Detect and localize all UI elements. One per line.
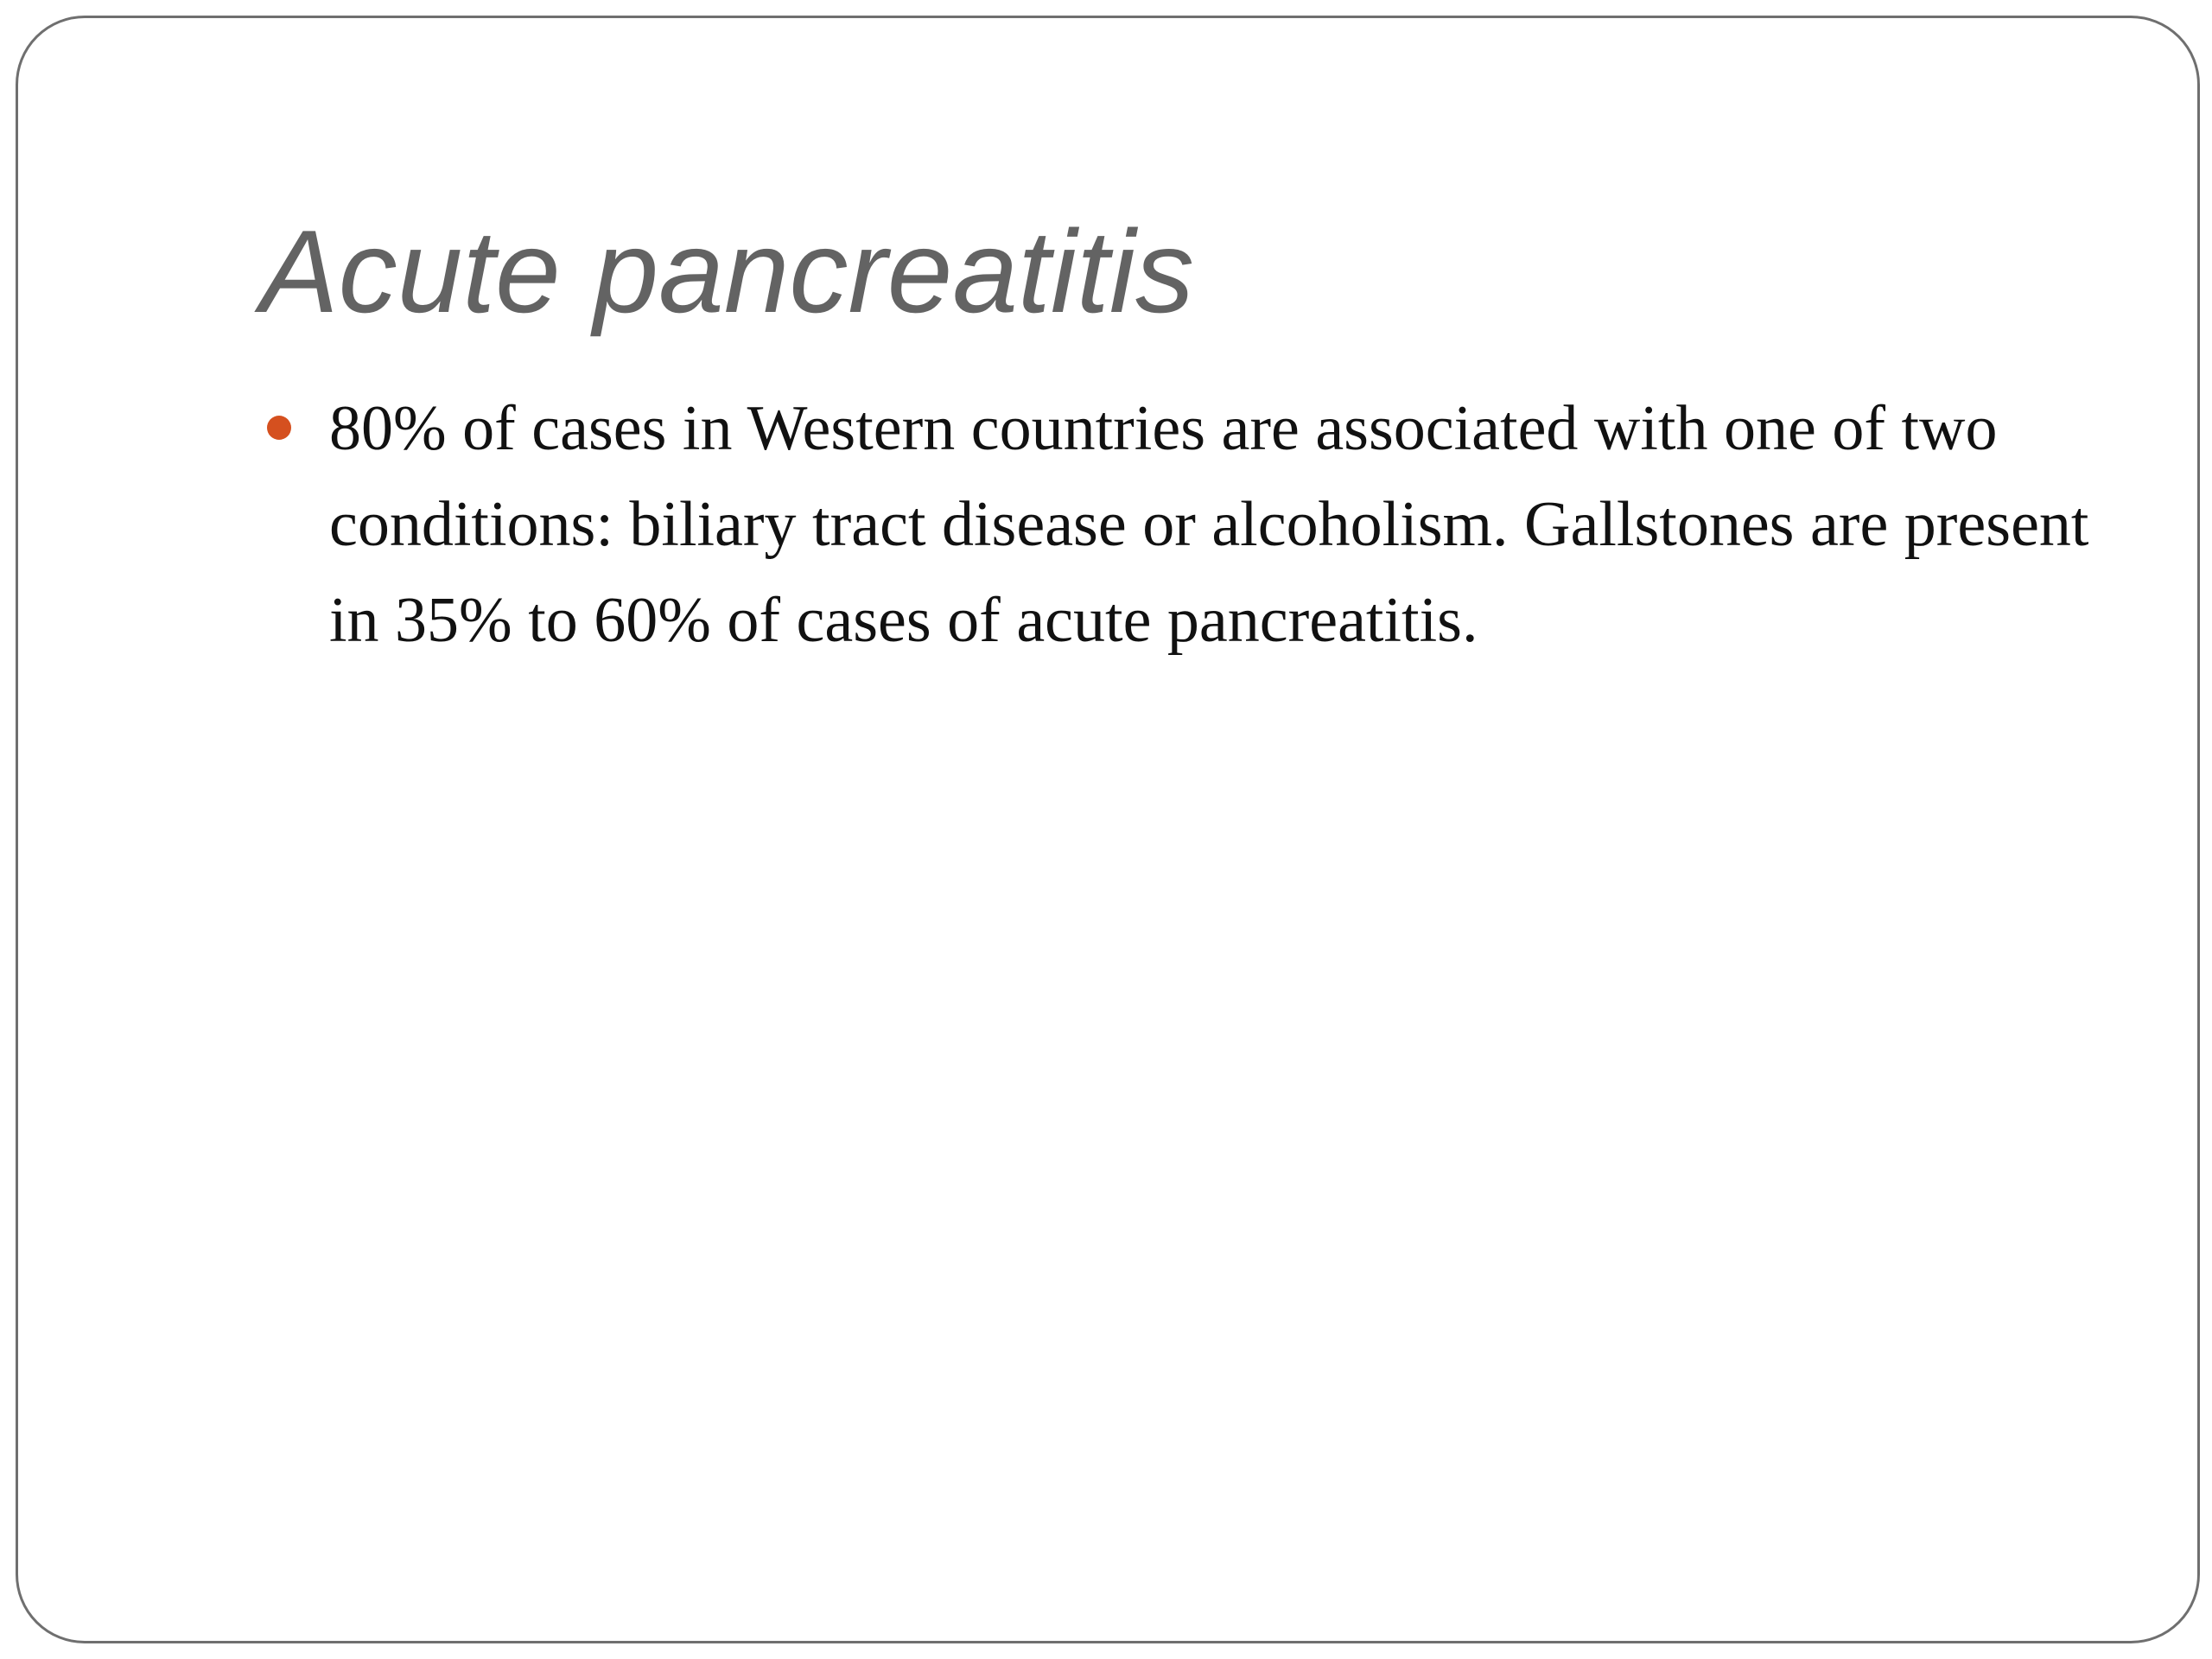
slide-title: Acute pancreatitis (260, 206, 1195, 337)
list-item (260, 381, 2109, 669)
bullet-text: 80% of cases in Western countries are associated with one of two conditions: biliary tract disease or alcoholism. Gallstones are present in 35% to 60% of cases of acute pancreatitis. (329, 393, 2089, 656)
bullet-dot-icon (267, 416, 291, 440)
slide-frame (16, 16, 2200, 1643)
bullet-list (260, 381, 2109, 669)
